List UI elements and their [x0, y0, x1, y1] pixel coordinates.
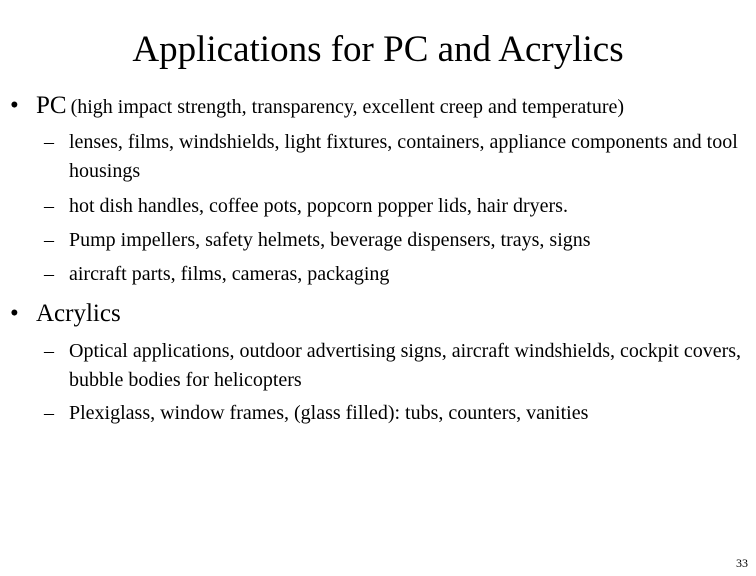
bullet-pc: [0, 90, 756, 122]
bullet-acrylics: [0, 298, 756, 330]
list-item: [0, 260, 756, 289]
list-item-text: Plexiglass, window frames, (glass filled): tubs, counters, vanities: [69, 402, 589, 424]
list-item-text: lenses, films, windshields, light fixtures, containers, appliance components and tool housings: [69, 131, 738, 182]
dash-mark: –: [44, 131, 54, 153]
bullet-mark: •: [10, 300, 19, 327]
bullet-acrylics-lead: Acrylics: [36, 300, 121, 327]
list-item: [0, 399, 756, 428]
bullet-mark: •: [10, 92, 19, 119]
slide-title: Applications for PC and Acrylics: [132, 29, 624, 70]
list-item-text: Optical applications, outdoor advertising signs, aircraft windshields, cockpit covers, bubble bodies for helicopters: [69, 340, 742, 391]
list-item: [0, 128, 756, 186]
dash-mark: –: [44, 340, 54, 362]
list-item-text: aircraft parts, films, cameras, packaging: [69, 263, 390, 285]
dash-mark: –: [44, 195, 54, 217]
list-item-text: Pump impellers, safety helmets, beverage dispensers, trays, signs: [69, 229, 591, 251]
dash-mark: –: [44, 402, 54, 424]
dash-mark: –: [44, 263, 54, 285]
list-item: [0, 226, 756, 255]
bullet-pc-note: (high impact strength, transparency, excellent creep and temperature): [70, 96, 625, 118]
page-number: 33: [736, 556, 748, 570]
bullet-pc-lead: PC: [36, 92, 67, 119]
list-item: [0, 192, 756, 221]
list-item-text: hot dish handles, coffee pots, popcorn popper lids, hair dryers.: [69, 195, 568, 217]
list-item: [0, 337, 756, 395]
dash-mark: –: [44, 229, 54, 251]
